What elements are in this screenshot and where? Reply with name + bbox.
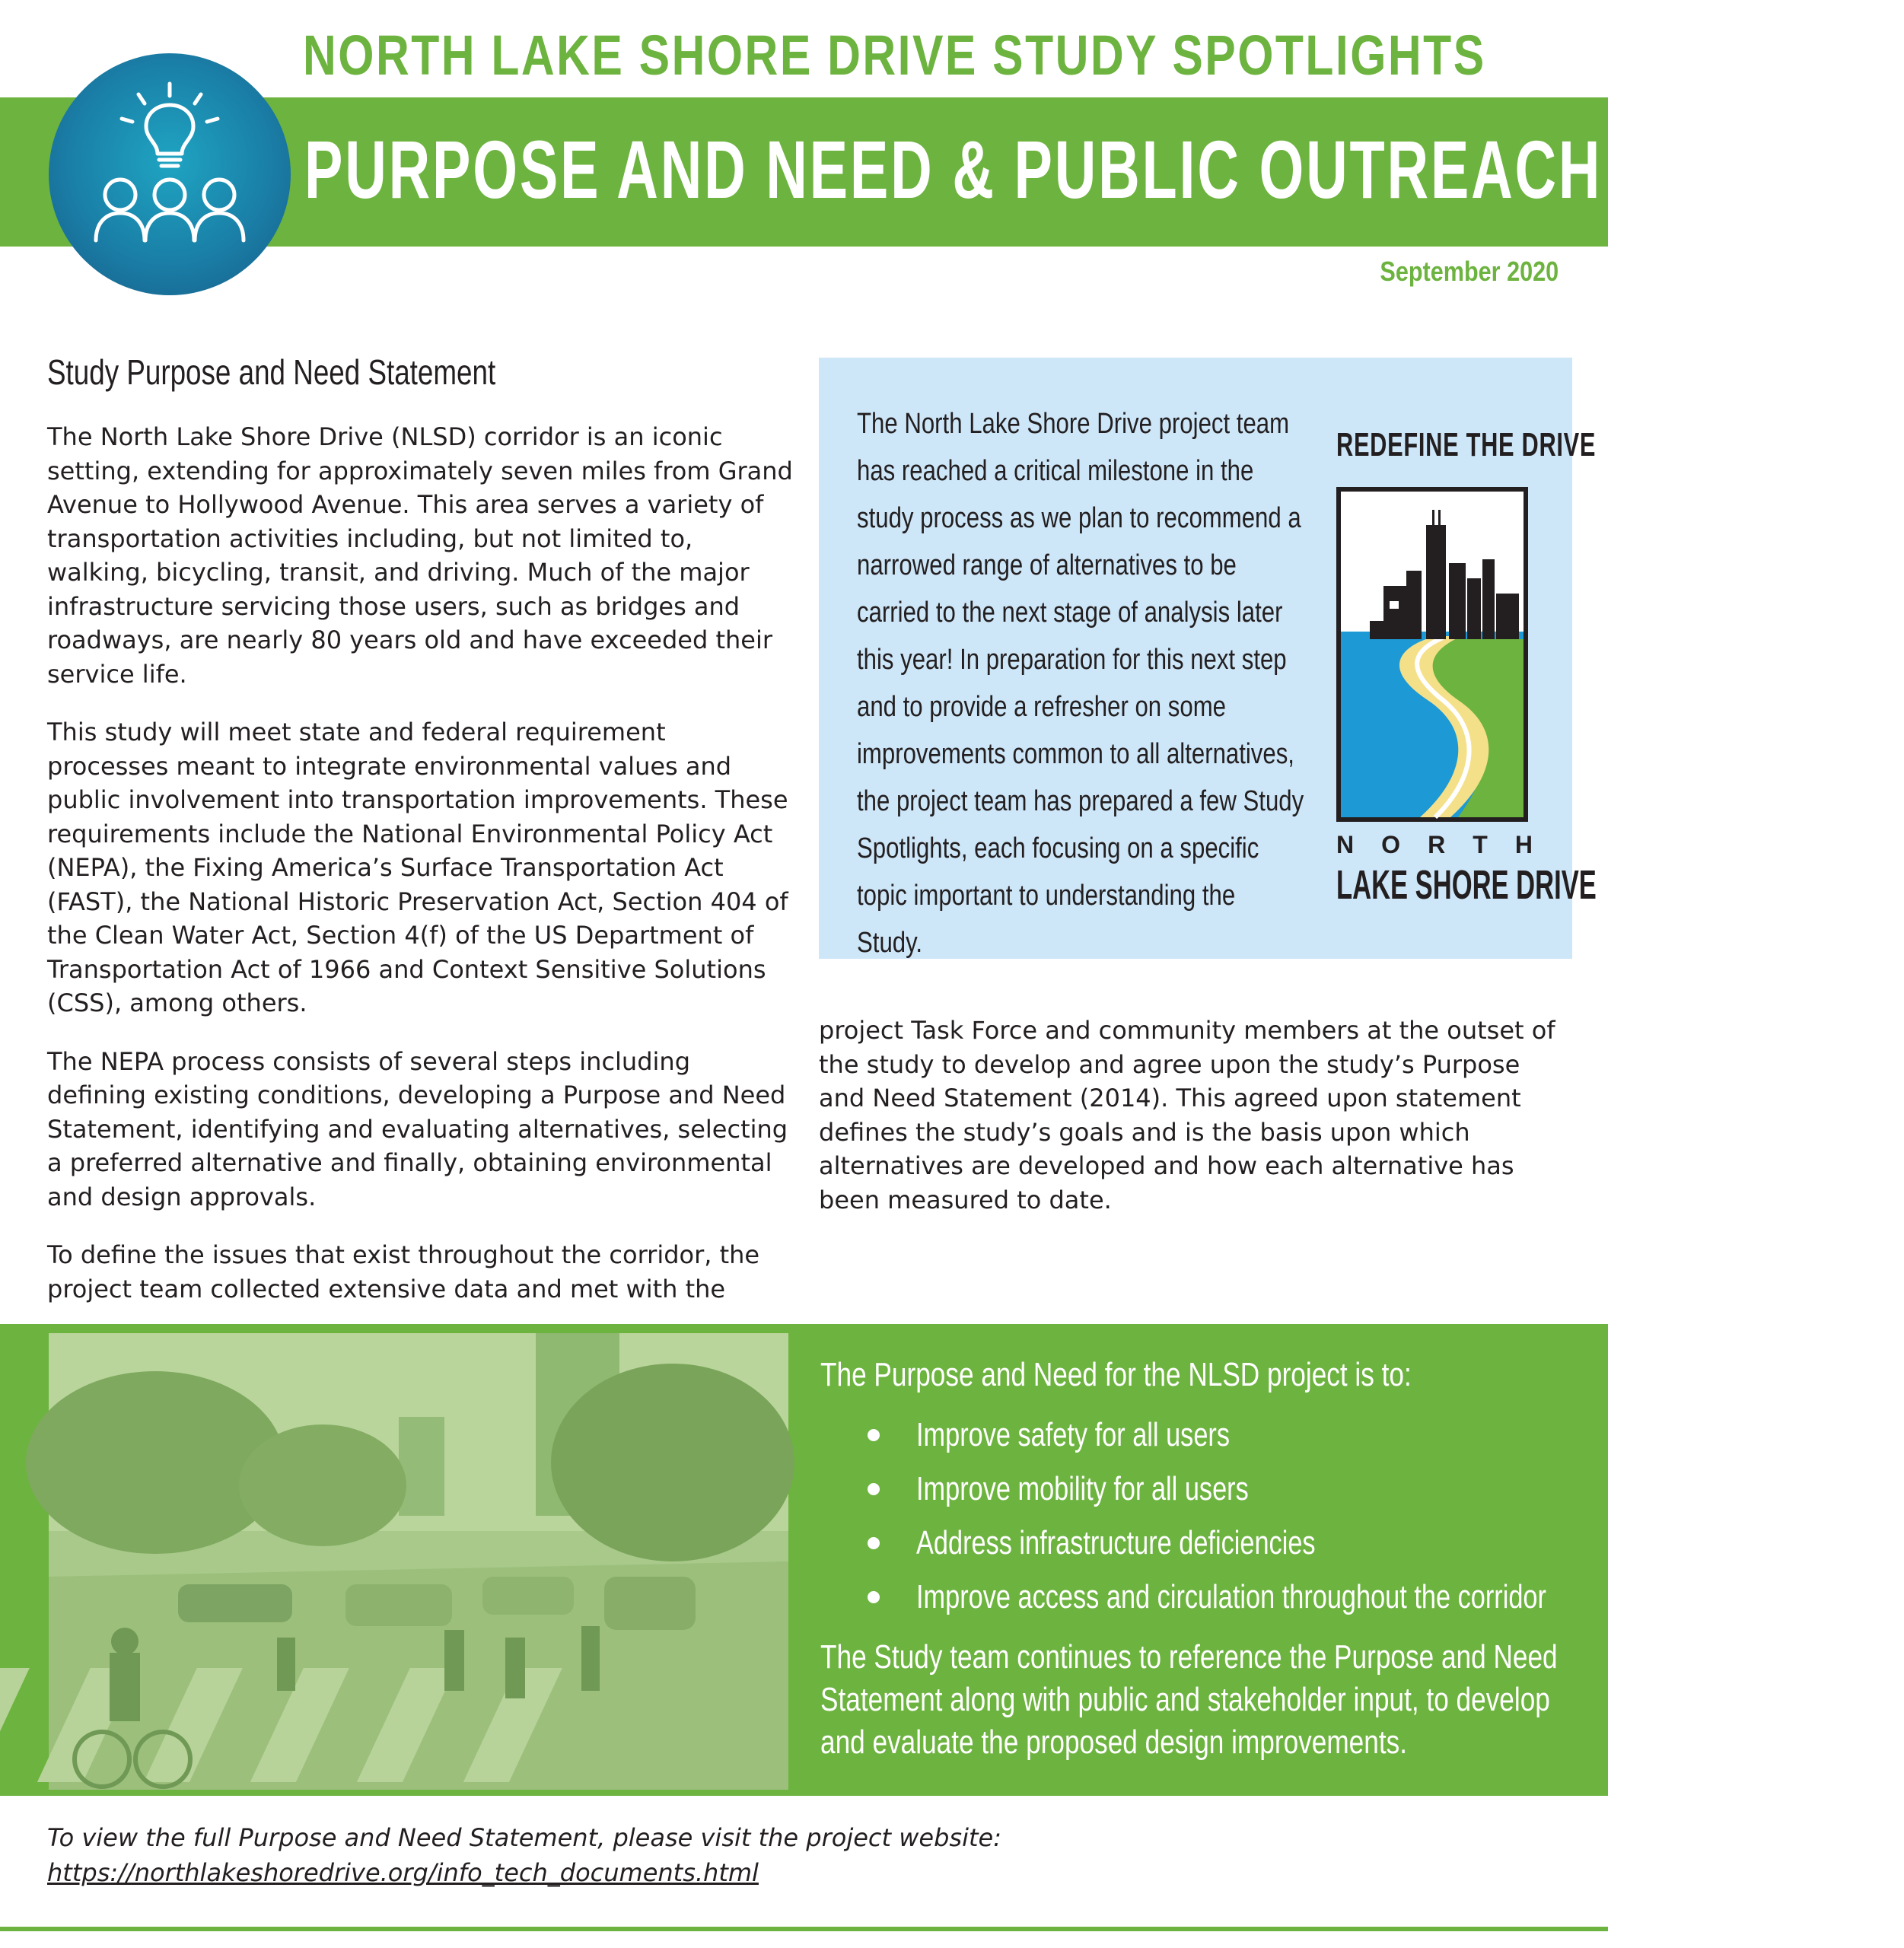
body-column-right: [819, 1014, 1572, 1241]
callout-text: The North Lake Shore Drive project team has reached a critical milestone in the study process as we plan to recommend a narrowed range of alternatives to be carried to the next stage of analysis later this year! In preparation for this next step and to provide a refresher on some improvements common to all alternatives, the project team has prepared a few Study Spotlights, each focusing on a specific topic important to understanding the Study.: [857, 408, 1304, 959]
page-title: PURPOSE AND NEED & PUBLIC OUTREACH EFFORTS: [304, 123, 1904, 215]
list-item: Improve safety for all users: [860, 1408, 1724, 1462]
bullet-icon: [868, 1483, 880, 1495]
lightbulb-people-icon: [49, 53, 291, 295]
bullet-icon: [868, 1537, 880, 1549]
paragraph: This study will meet state and federal requirement processes meant to integrate environmental values and public involvement into transportation improvements. These requirements include the National Environmental Policy Act (NEPA), the Fixing America’s Surface Transportation Act (FAST), the National Historic Preservation Act, Section 404 of the Clean Water Act, Section 4(f) of the US Department of Transportation Act of 1966 and Context Sensitive Solutions (CSS), among others.: [47, 718, 788, 1017]
paragraph: The NEPA process consists of several steps including defining existing conditions, developing a Purpose and Need Statement, identifying and evaluating alternatives, selecting a preferred alternative and finally, obtaining environmental and design approvals.: [47, 1046, 788, 1211]
publication-date: September 2020: [1380, 256, 1559, 287]
list-item: Improve access and circulation throughout the corridor: [860, 1570, 1724, 1624]
brand-letter: N: [1336, 831, 1355, 858]
brand-north-letters: [1336, 831, 1533, 859]
body-column-left: [47, 420, 793, 1330]
footer-text: To view the full Purpose and Need Statement, please visit the project website:: [47, 1823, 1001, 1852]
paragraph: project Task Force and community members at the outset of the study to develop and agree upon the study’s Purpose and Need Statement (2014). This agreed upon statement defines the study’s goals and is the basis upon which alternatives are developed and how each alternative has been measured to date.: [819, 1016, 1555, 1214]
milestone-callout: [819, 358, 1597, 959]
crosswalk-photo: [49, 1333, 788, 1790]
paragraph: To define the issues that exist throughout the corridor, the project team collected extensive data and met with the: [47, 1240, 760, 1303]
list-item: Improve mobility for all users: [860, 1462, 1724, 1516]
series-title: NORTH LAKE SHORE DRIVE STUDY SPOTLIGHTS: [303, 24, 1486, 87]
brand-bottom-text: LAKE SHORE DRIVE: [1336, 862, 1597, 908]
brand-letter: R: [1428, 831, 1446, 858]
list-item: Address infrastructure deficiencies: [860, 1516, 1724, 1570]
purpose-note: The Study team continues to reference the Purpose and Need Statement along with public and stakeholder input, to develop and evaluate the proposed design improvements.: [820, 1638, 1558, 1761]
project-website-link[interactable]: https://northlakeshoredrive.org/info_tech_documents.html: [47, 1858, 759, 1887]
skyline-lake-icon: [1336, 487, 1528, 822]
section-heading: Study Purpose and Need Statement: [47, 352, 496, 392]
brand-letter: O: [1381, 831, 1401, 858]
bullet-icon: [868, 1591, 880, 1603]
redefine-the-drive-logo: [1336, 426, 1597, 908]
paragraph: The North Lake Shore Drive (NLSD) corridor is an iconic setting, extending for approximately seven miles from Grand Avenue to Hollywood Avenue. This area serves a variety of transportation activities including, but not limited to, walking, bicycling, transit, and driving. Much of the major infrastructure servicing those users, such as bridges and roadways, are nearly 80 years old and have exceeded their service life.: [47, 422, 793, 689]
bullet-icon: [868, 1429, 880, 1441]
brand-top-text: REDEFINE THE DRIVE: [1336, 426, 1597, 463]
brand-letter: T: [1473, 831, 1488, 858]
brand-letter: H: [1514, 831, 1533, 858]
purpose-list: [860, 1408, 1724, 1624]
purpose-heading: The Purpose and Need for the NLSD project is to:: [820, 1356, 1412, 1393]
bottom-divider: [0, 1927, 1608, 1931]
